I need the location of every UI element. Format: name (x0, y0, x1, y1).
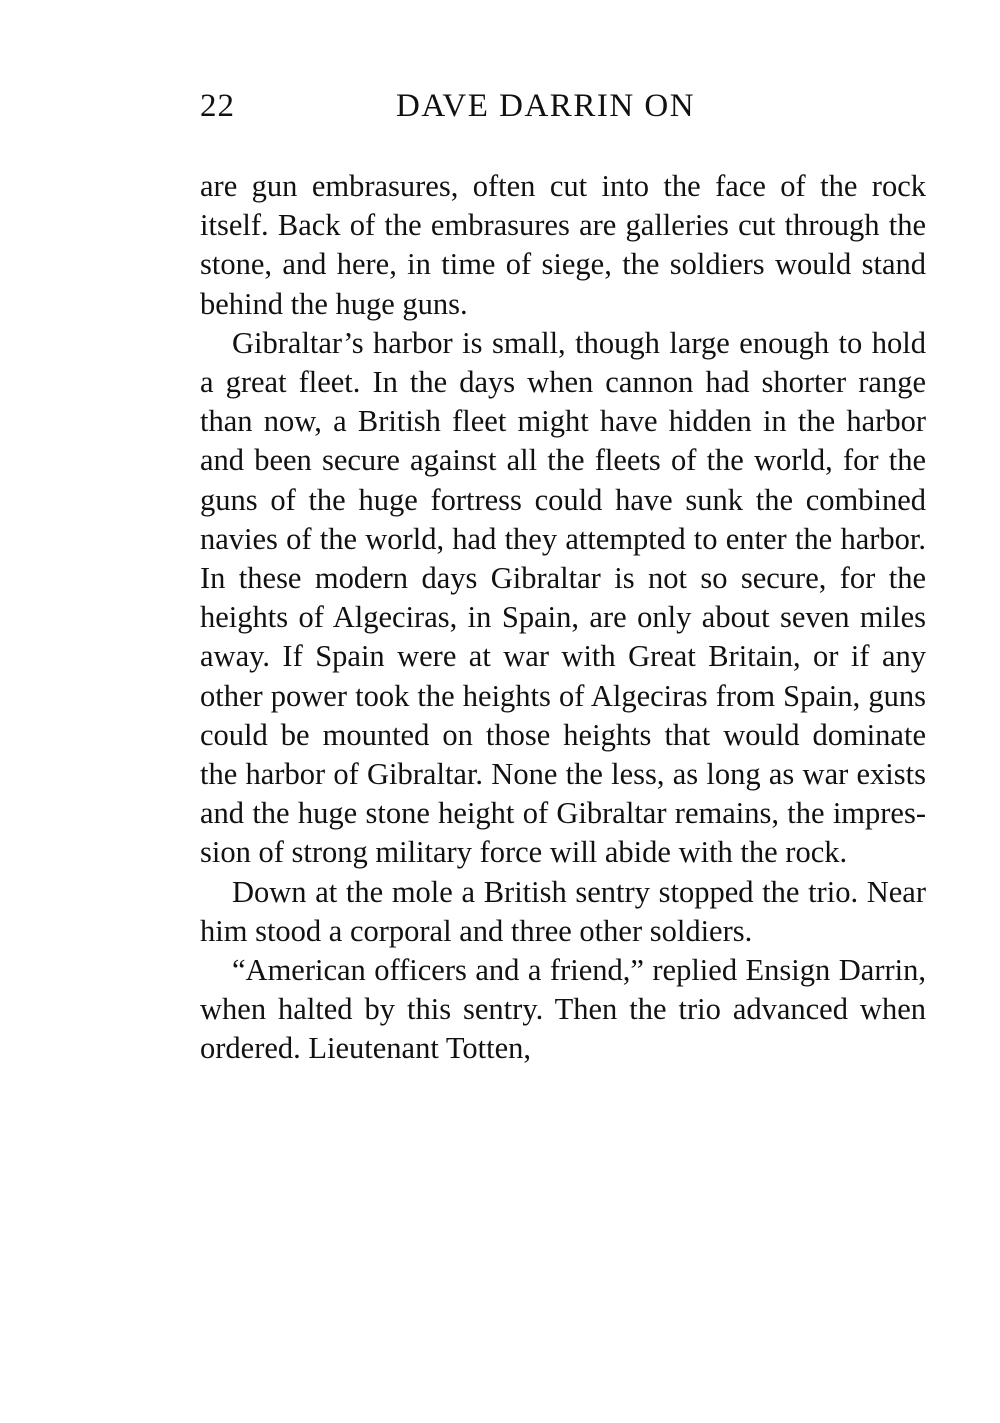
running-head (200, 84, 930, 128)
page-number: 22 (200, 88, 235, 124)
body-text (200, 167, 926, 1069)
paragraph: Gibraltar’s harbor is small, though large enough to hold a great fleet. In the days when cannon had shorter range than now, a British fleet might have hidden in the harbor and been secure against all the fleets of the world, for the guns of the huge fortress could have sunk the combined navies of the world, had they attempted to enter the harbor. In these modern days Gibraltar is not so secure, for the heights of Algeciras, in Spain, are only about seven miles away. If Spain were at war with Great Britain, or if any other power took the heights of Algeciras from Spain, guns could be mounted on those heights that would dominate the harbor of Gibraltar. None the less, as long as war exists and the huge stone height of Gibraltar remains, the impression of strong military force will abide with the rock. (200, 325, 926, 870)
paragraph: Down at the mole a British sentry stopped the trio. Near him stood a corporal and three other soldiers. (200, 874, 926, 948)
running-title: DAVE DARRIN ON (396, 88, 696, 124)
paragraph-continued: are gun embrasures, often cut into the face of the rock itself. Back of the embrasures are galleries cut through the stone, and here, in time of siege, the soldiers would stand behind the huge guns. (200, 169, 926, 321)
paragraph: “American officers and a friend,” replied Ensign Darrin, when halted by this sentry. Then the trio advanced when ordered. Lieutenant Totten, (200, 953, 926, 1066)
